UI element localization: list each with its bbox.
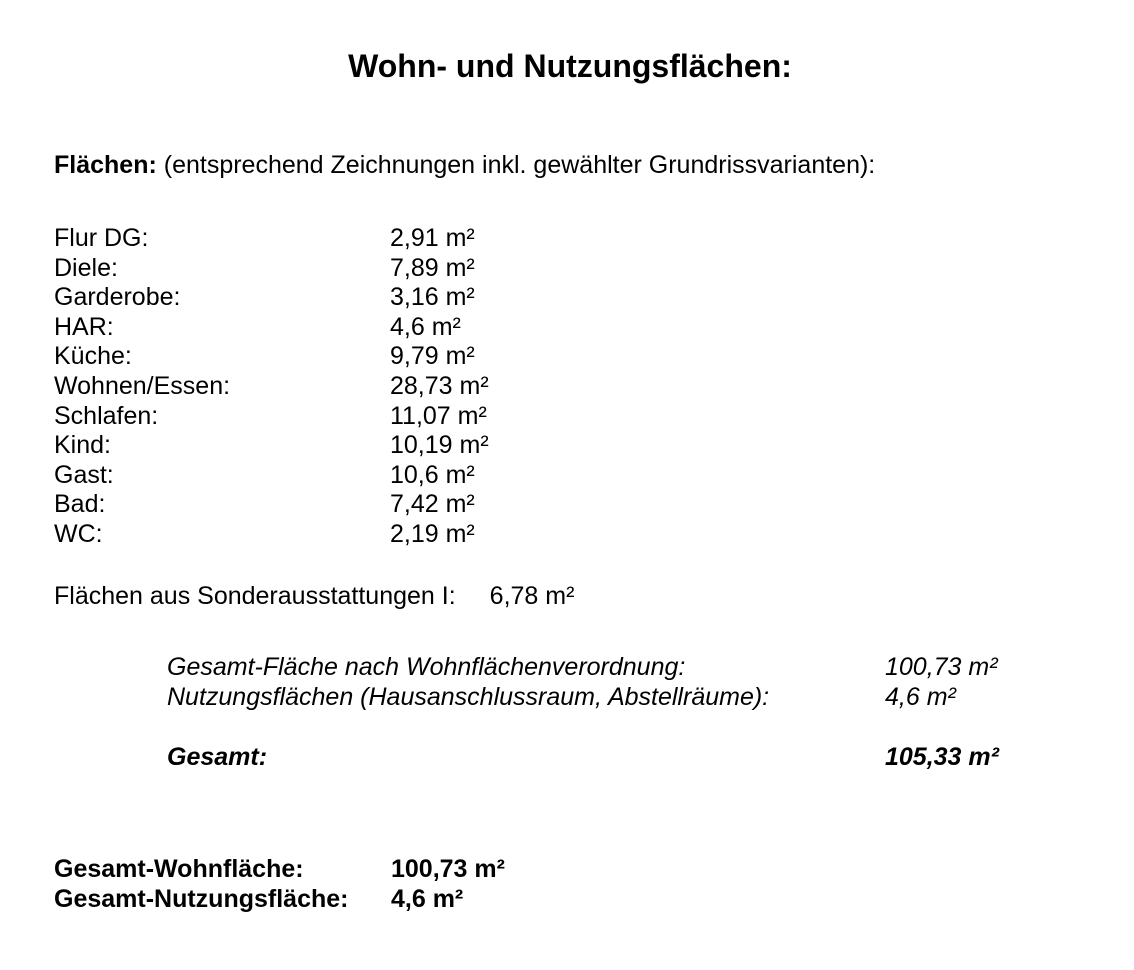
totals-block <box>54 854 505 914</box>
extra-area-label: Flächen aus Sonderausstattungen I: <box>54 582 456 610</box>
summary-living-label: Gesamt-Fläche nach Wohnflächenverordnung: <box>167 653 686 681</box>
room-value: 28,73 m² <box>390 371 489 400</box>
summary-row-usage <box>167 682 999 712</box>
room-value: 3,16 m² <box>390 283 475 312</box>
room-list <box>54 224 489 550</box>
room-value: 10,6 m² <box>390 460 475 489</box>
summary-block <box>167 652 999 772</box>
room-label: Garderobe: <box>54 283 181 312</box>
room-row <box>54 431 489 461</box>
room-value: 7,89 m² <box>390 253 475 282</box>
room-row <box>54 254 489 284</box>
intro-line <box>54 148 875 182</box>
room-row <box>54 461 489 491</box>
room-value: 7,42 m² <box>390 490 475 519</box>
room-row <box>54 224 489 254</box>
room-label: WC: <box>54 519 103 548</box>
room-row <box>54 520 489 550</box>
room-value: 9,79 m² <box>390 342 475 371</box>
summary-usage-value: 4,6 m² <box>885 683 956 711</box>
room-label: Bad: <box>54 490 106 519</box>
total-usage-row <box>54 884 505 914</box>
room-row <box>54 342 489 372</box>
total-living-row <box>54 854 505 884</box>
room-row <box>54 313 489 343</box>
room-row <box>54 372 489 402</box>
room-label: Gast: <box>54 460 114 489</box>
extra-area-line <box>54 580 574 612</box>
room-row <box>54 283 489 313</box>
summary-total-value: 105,33 m² <box>885 743 999 771</box>
intro-text: (entsprechend Zeichnungen inkl. gewählter Grundrissvarianten): <box>163 151 876 179</box>
total-living-value: 100,73 m² <box>391 855 505 883</box>
summary-row-living <box>167 652 999 682</box>
intro-lead: Flächen: <box>54 151 157 179</box>
room-value: 10,19 m² <box>390 431 489 460</box>
summary-usage-label: Nutzungsflächen (Hausanschlussraum, Abstellräume): <box>167 683 770 711</box>
room-value: 2,91 m² <box>390 224 475 252</box>
room-label: HAR: <box>54 312 114 341</box>
room-row <box>54 402 489 432</box>
room-value: 2,19 m² <box>390 519 475 548</box>
summary-row-total <box>167 742 999 772</box>
room-label: Wohnen/Essen: <box>54 371 231 400</box>
room-label: Flur DG: <box>54 224 149 252</box>
room-row <box>54 490 489 520</box>
room-label: Schlafen: <box>54 401 159 430</box>
room-label: Kind: <box>54 431 111 460</box>
summary-living-value: 100,73 m² <box>885 653 998 681</box>
total-usage-label: Gesamt-Nutzungsfläche: <box>54 885 349 913</box>
room-value: 4,6 m² <box>390 312 461 341</box>
total-usage-value: 4,6 m² <box>391 885 464 913</box>
room-value: 11,07 m² <box>390 401 487 430</box>
room-label: Küche: <box>54 342 132 371</box>
summary-total-label: Gesamt: <box>167 743 268 771</box>
total-living-label: Gesamt-Wohnfläche: <box>54 855 304 883</box>
room-label: Diele: <box>54 253 118 282</box>
extra-area-value: 6,78 m² <box>489 582 575 610</box>
page-title: Wohn- und Nutzungsflächen: <box>348 48 792 84</box>
